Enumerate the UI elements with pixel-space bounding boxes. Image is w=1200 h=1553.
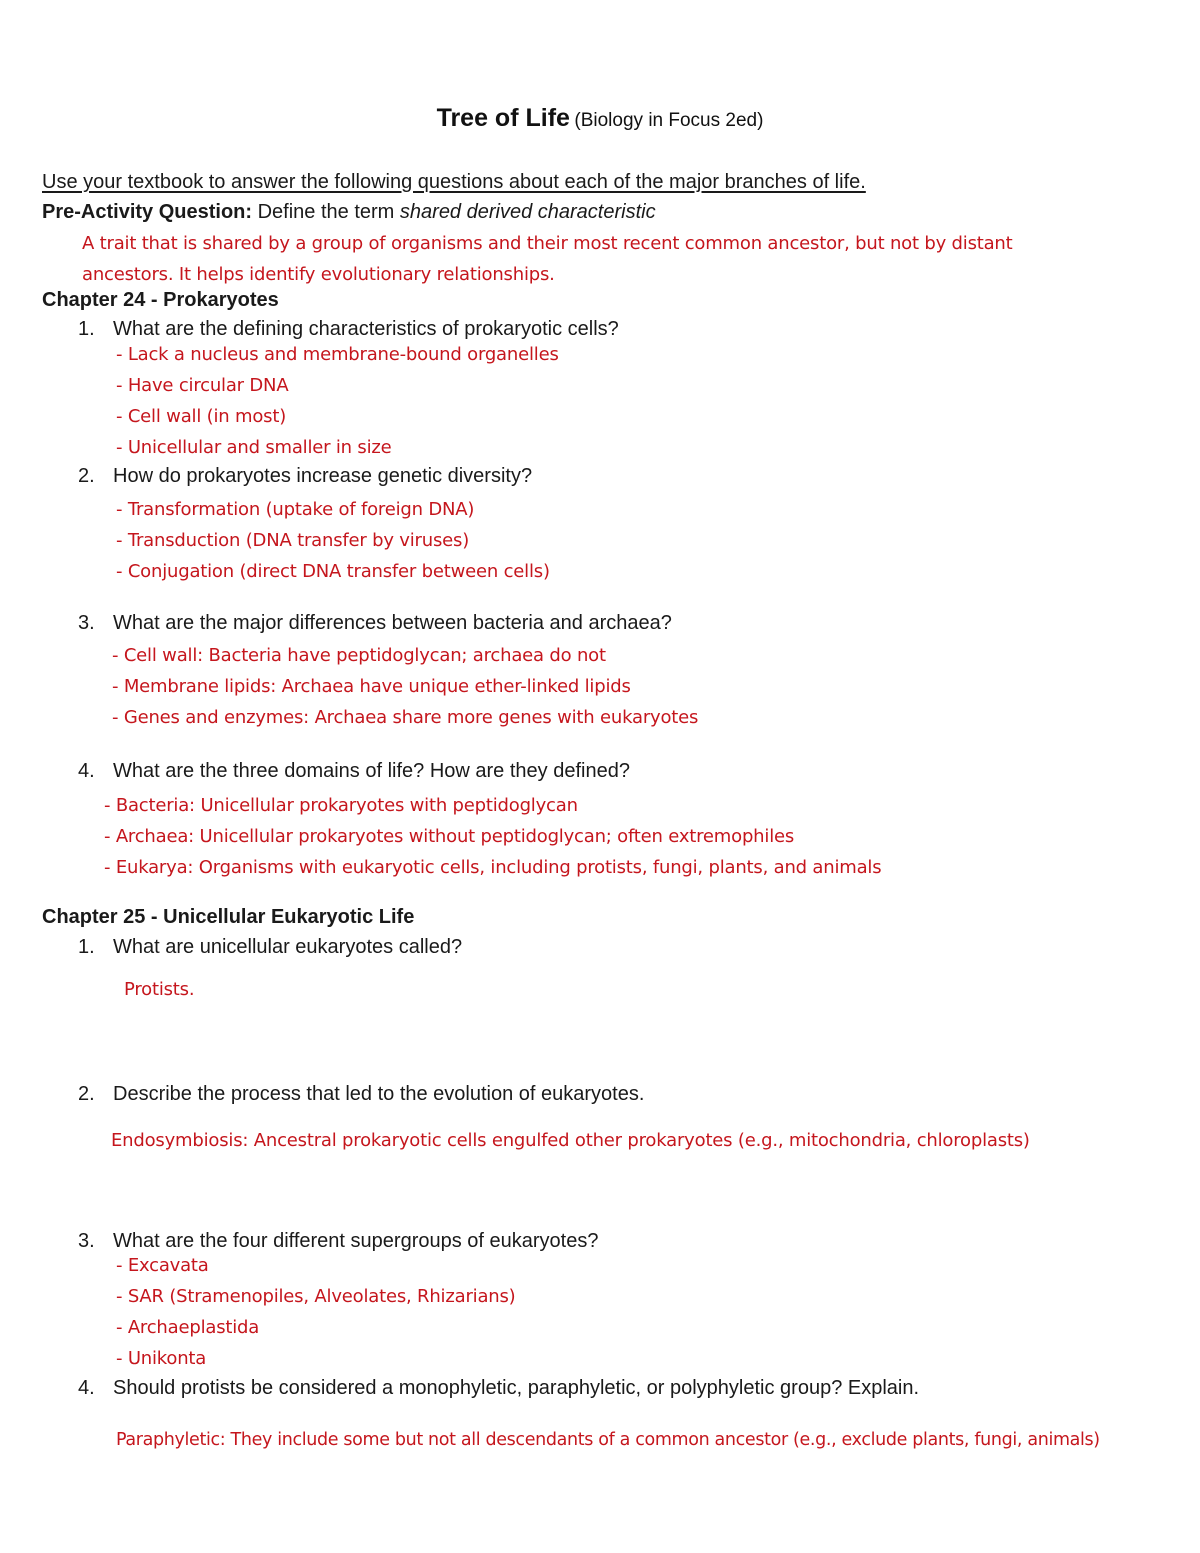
ch24-q3-answer-3: - Genes and enzymes: Archaea share more genes with eukaryotes — [112, 707, 699, 728]
page-title — [0, 106, 1200, 131]
chapter24-heading: Chapter 24 - Prokaryotes — [42, 289, 279, 311]
instructions: Use your textbook to answer the following questions about each of the major branches of life. — [42, 171, 866, 193]
ch24-q4-answer-3: - Eukarya: Organisms with eukaryotic cells, including protists, fungi, plants, and animals — [104, 857, 882, 878]
ch25-q4-text: Should protists be considered a monophyletic, paraphyletic, or polyphyletic group? Explain. — [113, 1377, 920, 1399]
pre-activity-answer-line1: A trait that is shared by a group of organisms and their most recent common ancestor, but not by distant — [82, 233, 1013, 254]
ch24-q3-number: 3. — [78, 612, 95, 634]
ch25-q3-answer-4: - Unikonta — [116, 1348, 207, 1369]
ch24-q1-answer-2: - Have circular DNA — [116, 375, 289, 396]
ch25-q2-text: Describe the process that led to the evolution of eukaryotes. — [113, 1083, 645, 1105]
ch24-q2-answer-3: - Conjugation (direct DNA transfer between cells) — [116, 561, 550, 582]
ch24-q3-answer-2: - Membrane lipids: Archaea have unique ether-linked lipids — [112, 676, 631, 697]
ch25-q3-answer-2: - SAR (Stramenopiles, Alveolates, Rhizarians) — [116, 1286, 516, 1307]
ch24-q3-answer-1: - Cell wall: Bacteria have peptidoglycan; archaea do not — [112, 645, 606, 666]
ch25-q3-number: 3. — [78, 1230, 95, 1252]
ch24-q1-text: What are the defining characteristics of prokaryotic cells? — [113, 318, 619, 340]
ch24-q2-number: 2. — [78, 465, 95, 487]
ch24-q1-number: 1. — [78, 318, 95, 340]
ch24-q4-answer-2: - Archaea: Unicellular prokaryotes without peptidoglycan; often extremophiles — [104, 826, 795, 847]
ch24-q4-number: 4. — [78, 760, 95, 782]
ch25-q1-text: What are unicellular eukaryotes called? — [113, 936, 463, 958]
title-main: Tree of Life — [436, 104, 570, 132]
pre-activity-answer-line2: ancestors. It helps identify evolutionary relationships. — [82, 264, 555, 285]
ch24-q1-answer-1: - Lack a nucleus and membrane-bound organelles — [116, 344, 559, 365]
ch25-q2-number: 2. — [78, 1083, 95, 1105]
ch25-q3-answer-1: - Excavata — [116, 1255, 209, 1276]
ch25-q3-answer-3: - Archaeplastida — [116, 1317, 260, 1338]
ch24-q4-answer-1: - Bacteria: Unicellular prokaryotes with peptidoglycan — [104, 795, 578, 816]
ch24-q2-answer-1: - Transformation (uptake of foreign DNA) — [116, 499, 475, 520]
ch24-q1-answer-4: - Unicellular and smaller in size — [116, 437, 392, 458]
ch25-q2-answer-1: Endosymbiosis: Ancestral prokaryotic cells engulfed other prokaryotes (e.g., mitochondria, chloroplasts) — [111, 1130, 1030, 1151]
pre-activity-label: Pre-Activity Question: — [42, 201, 253, 223]
ch25-q4-answer-1: Paraphyletic: They include some but not all descendants of a common ancestor (e.g., exclude plants, fungi, animals) — [116, 1430, 1100, 1450]
ch24-q1-answer-3: - Cell wall (in most) — [116, 406, 287, 427]
ch24-q2-text: How do prokaryotes increase genetic diversity? — [113, 465, 533, 487]
ch25-q3-text: What are the four different supergroups of eukaryotes? — [113, 1230, 599, 1252]
ch24-q2-answer-2: - Transduction (DNA transfer by viruses) — [116, 530, 470, 551]
ch24-q4-text: What are the three domains of life? How are they defined? — [113, 760, 630, 782]
title-subtitle: (Biology in Focus 2ed) — [574, 110, 764, 131]
ch25-q4-number: 4. — [78, 1377, 95, 1399]
ch25-q1-answer-1: Protists. — [124, 979, 195, 1000]
ch25-q1-number: 1. — [78, 936, 95, 958]
pre-activity-term: shared derived characteristic — [399, 201, 656, 223]
pre-activity-question — [42, 202, 656, 222]
chapter25-heading: Chapter 25 - Unicellular Eukaryotic Life — [42, 906, 415, 928]
ch24-q3-text: What are the major differences between bacteria and archaea? — [113, 612, 672, 634]
pre-activity-prompt: Define the term — [257, 201, 395, 223]
